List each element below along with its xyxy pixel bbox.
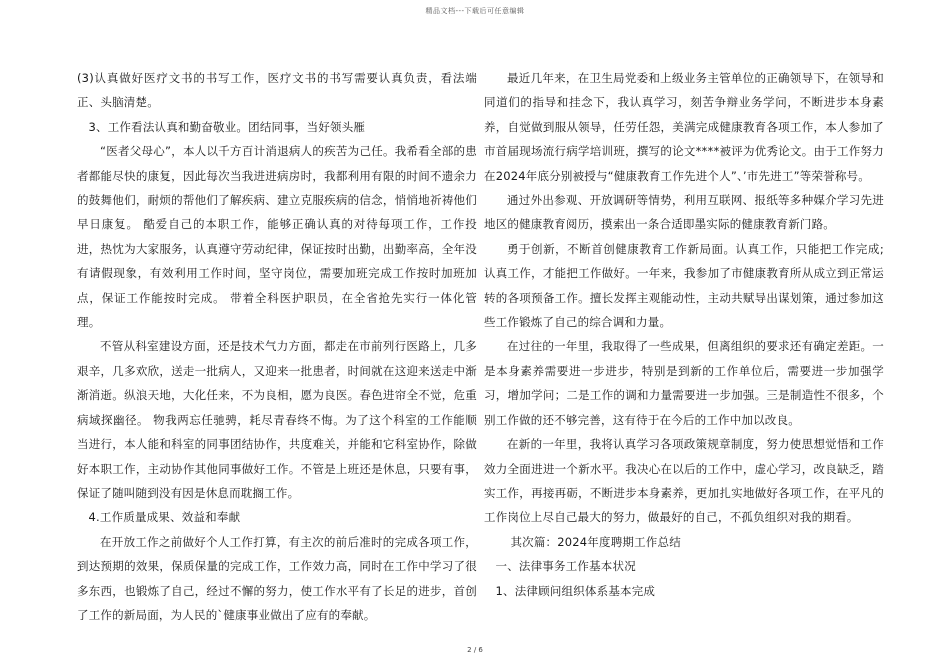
right-column [484,66,884,603]
section-title-second-article: 其次篇：2024年度聘期工作总结 [510,534,681,549]
section-heading-3: 3、工作看法认真和勤奋敬业。团结同事，当好领头雁 [88,119,366,134]
paragraph-learning-experience: 通过外出参观、开放调研等情势，利用互联网、报纸等多种媒介学习先进地区的健康教育阅历，摸索出一条合适即墨实际的健康教育新门路。 [484,193,884,232]
left-column [77,66,477,627]
page-number: 2 / 6 [467,646,483,654]
paragraph-past-year: 在过往的一年里，我取得了一些成果，但离组织的要求还有确定差距。一是本身素养需要进一步进步，特别是到新的工作单位后，需要进一步加强学习，增加学问；二是工作的调和力量需要进一步加强。三是制造性不很多，个别工作做的还不够完善，这有待于在今后的工作中加以改良。 [484,339,884,427]
paragraph-doctor-attitude: “医者父母心”，本人以千方百计消退病人的疾苦为己任。我希看全部的患者都能尽快的康复，因此每次当我进进病房时，我都利用有限的时间不遗余力的鼓舞他们，耐烦的帮他们了解疾病、建立克服疾病的信念，悄悄地祈祷他们早日康复。 酷爱自己的本职工作，能够正确认真的对待每项工作，工作投进，热忱为大家服务，认真遵守劳动纪律，保证按时出勤，出勤率高，全年没有请假现象，有效利用工作时间，坚守岗位，需要加班完成工作按时加班加点，保证工作能按时完成。 带着全科医护职员，在全省抢先实行一体化管理。 [77,144,477,330]
paragraph-innovation: 勇于创新，不断首创健康教育工作新局面。认真工作，只能把工作完成;认真工作，才能把工作做好。一年来，我参加了市健康教育所从成立到正常运转的各项预备工作。擅长发挥主观能动性，主动共赋导出谋划策，通过参加这些工作锻炼了自己的综合调和力量。 [484,241,884,330]
paragraph-department-building: 不管从科室建设方面，还是技术气力方面，都走在市前列行医路上，几多艰辛，几多欢欣，送走一批病人，又迎来一批患者，时间就在这迎来送走中渐渐消逝。纵浪天地，大化任来，不为良相，愿为良医。春色进帘全不觉，危重病域探幽径。 物我两忘任驰骋，耗尽青春终不悔。为了这个科室的工作能顺当进行，本人能和科室的同事团结协作，共度难关，并能和它科室协作，除做好本职工作，主动协作其他同事做好工作。不管是上班还是休息，只要有事，保证了随叫随到没有因是休息而耽搁工作。 [77,339,477,500]
paragraph-work-quality: 在开放工作之前做好个人工作打算，有主次的前后准时的完成各项工作，到达预期的效果，保质保量的完成工作，工作效力高，同时在工作中学习了很多东西，也锻炼了自己，经过不懈的努力，使工作水平有了长足的进步，首创了工作的新局面，为人民的`健康事业做出了应有的奉献。 [77,534,477,622]
section-heading-4: 4.工作质量成果、效益和奉献 [88,510,241,525]
paragraph-medical-documents: (3)认真做好医疗文书的书写工作，医疗文书的书写需要认真负责，看法端正、头脑清楚。 [77,71,477,110]
subsection-heading-legal-advisor: 1、法律顾问组织体系基本完成 [495,583,656,598]
section-heading-legal-affairs: 一、法律事务工作基本状况 [495,559,636,574]
paragraph-new-year: 在新的一年里，我将认真学习各项政策规章制度，努力使思想觉悟和工作效力全面进进一个新水平。我决心在以后的工作中，虚心学习，改良缺乏，踏实工作，再接再砺，不断进步本身素养，更加扎实地做好各项工作，在平凡的工作岗位上尽自己最大的努力，做最好的自己，不孤负组织对我的期看。 [484,437,884,525]
paragraph-recent-years: 最近几年来，在卫生局党委和上级业务主管单位的正确领导下，在领导和同道们的指导和挂念下，我认真学习，刻苦争辩业务学问，不断进步本身素养，自觉做到服从领导，任劳任怨，美满完成健康教育各项工作，本人参加了市首届现场流行病学培训班，撰写的论文****被评为优秀论文。由于工作努力在2024年底分别被授与“健康教育工作先进个人”、’市先进工”等荣誉称号。 [484,71,884,183]
page-header: 精品文档---下载后可任意编辑 [425,7,525,15]
